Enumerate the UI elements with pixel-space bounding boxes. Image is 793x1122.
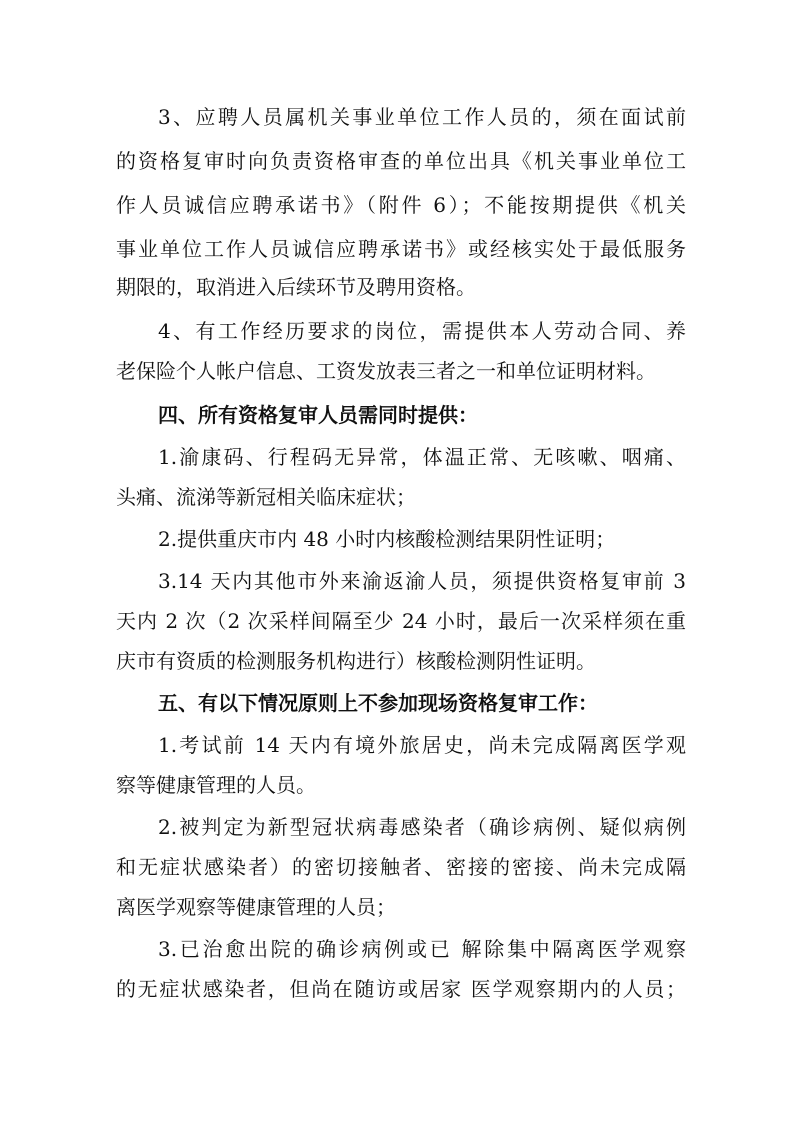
item-1-line-2: 头痛、流涕等新冠相关临床症状； [116, 485, 416, 509]
paragraph-3-line-1: 3、应聘人员属机关事业单位工作人员的，须在面试前 [158, 105, 686, 129]
paragraph-3-line-2: 的资格复审时向负责资格审查的单位出具《机关事业单位工 [116, 149, 686, 173]
item-5-3-line-1: 3.已治愈出院的确诊病例或已 解除集中隔离医学观察 [158, 937, 686, 961]
paragraph-3-line-4: 事业单位工作人员诚信应聘承诺书》或经核实处于最低服务 [116, 237, 686, 261]
item-5-3-line-2: 的无症状感染者，但尚在随访或居家 医学观察期内的人员； [116, 977, 686, 1001]
item-3-line-1: 3.14 天内其他市外来渝返渝人员，须提供资格复审前 3 [158, 569, 686, 593]
item-5-1-line-1: 1.考试前 14 天内有境外旅居史，尚未完成隔离医学观 [158, 733, 686, 757]
item-5-2-line-1: 2.被判定为新型冠状病毒感染者（确诊病例、疑似病例 [158, 815, 686, 839]
item-5-2-line-3: 离医学观察等健康管理的人员； [116, 895, 396, 919]
section-heading-4: 四、所有资格复审人员需同时提供： [158, 403, 478, 427]
item-1-line-1: 1.渝康码、行程码无异常，体温正常、无咳嗽、咽痛、 [158, 445, 686, 469]
item-5-2-line-2: 和无症状感染者）的密切接触者、密接的密接、尚未完成隔 [116, 855, 686, 879]
paragraph-3-line-3: 作人员诚信应聘承诺书》（附件 6）；不能按期提供《机关 [116, 193, 686, 217]
paragraph-3-line-5: 期限的，取消进入后续环节及聘用资格。 [116, 275, 476, 299]
item-2-line-1: 2.提供重庆市内 48 小时内核酸检测结果阴性证明； [158, 527, 616, 551]
item-5-1-line-2: 察等健康管理的人员。 [116, 773, 316, 797]
section-heading-5: 五、有以下情况原则上不参加现场资格复审工作： [158, 691, 598, 715]
paragraph-4-line-1: 4、有工作经历要求的岗位，需提供本人劳动合同、养 [158, 319, 686, 343]
item-3-line-3: 庆市有资质的检测服务机构进行）核酸检测阴性证明。 [116, 649, 596, 673]
item-3-line-2: 天内 2 次（2 次采样间隔至少 24 小时，最后一次采样须在重 [116, 609, 686, 633]
paragraph-4-line-2: 老保险个人帐户信息、工资发放表三者之一和单位证明材料。 [116, 359, 656, 383]
